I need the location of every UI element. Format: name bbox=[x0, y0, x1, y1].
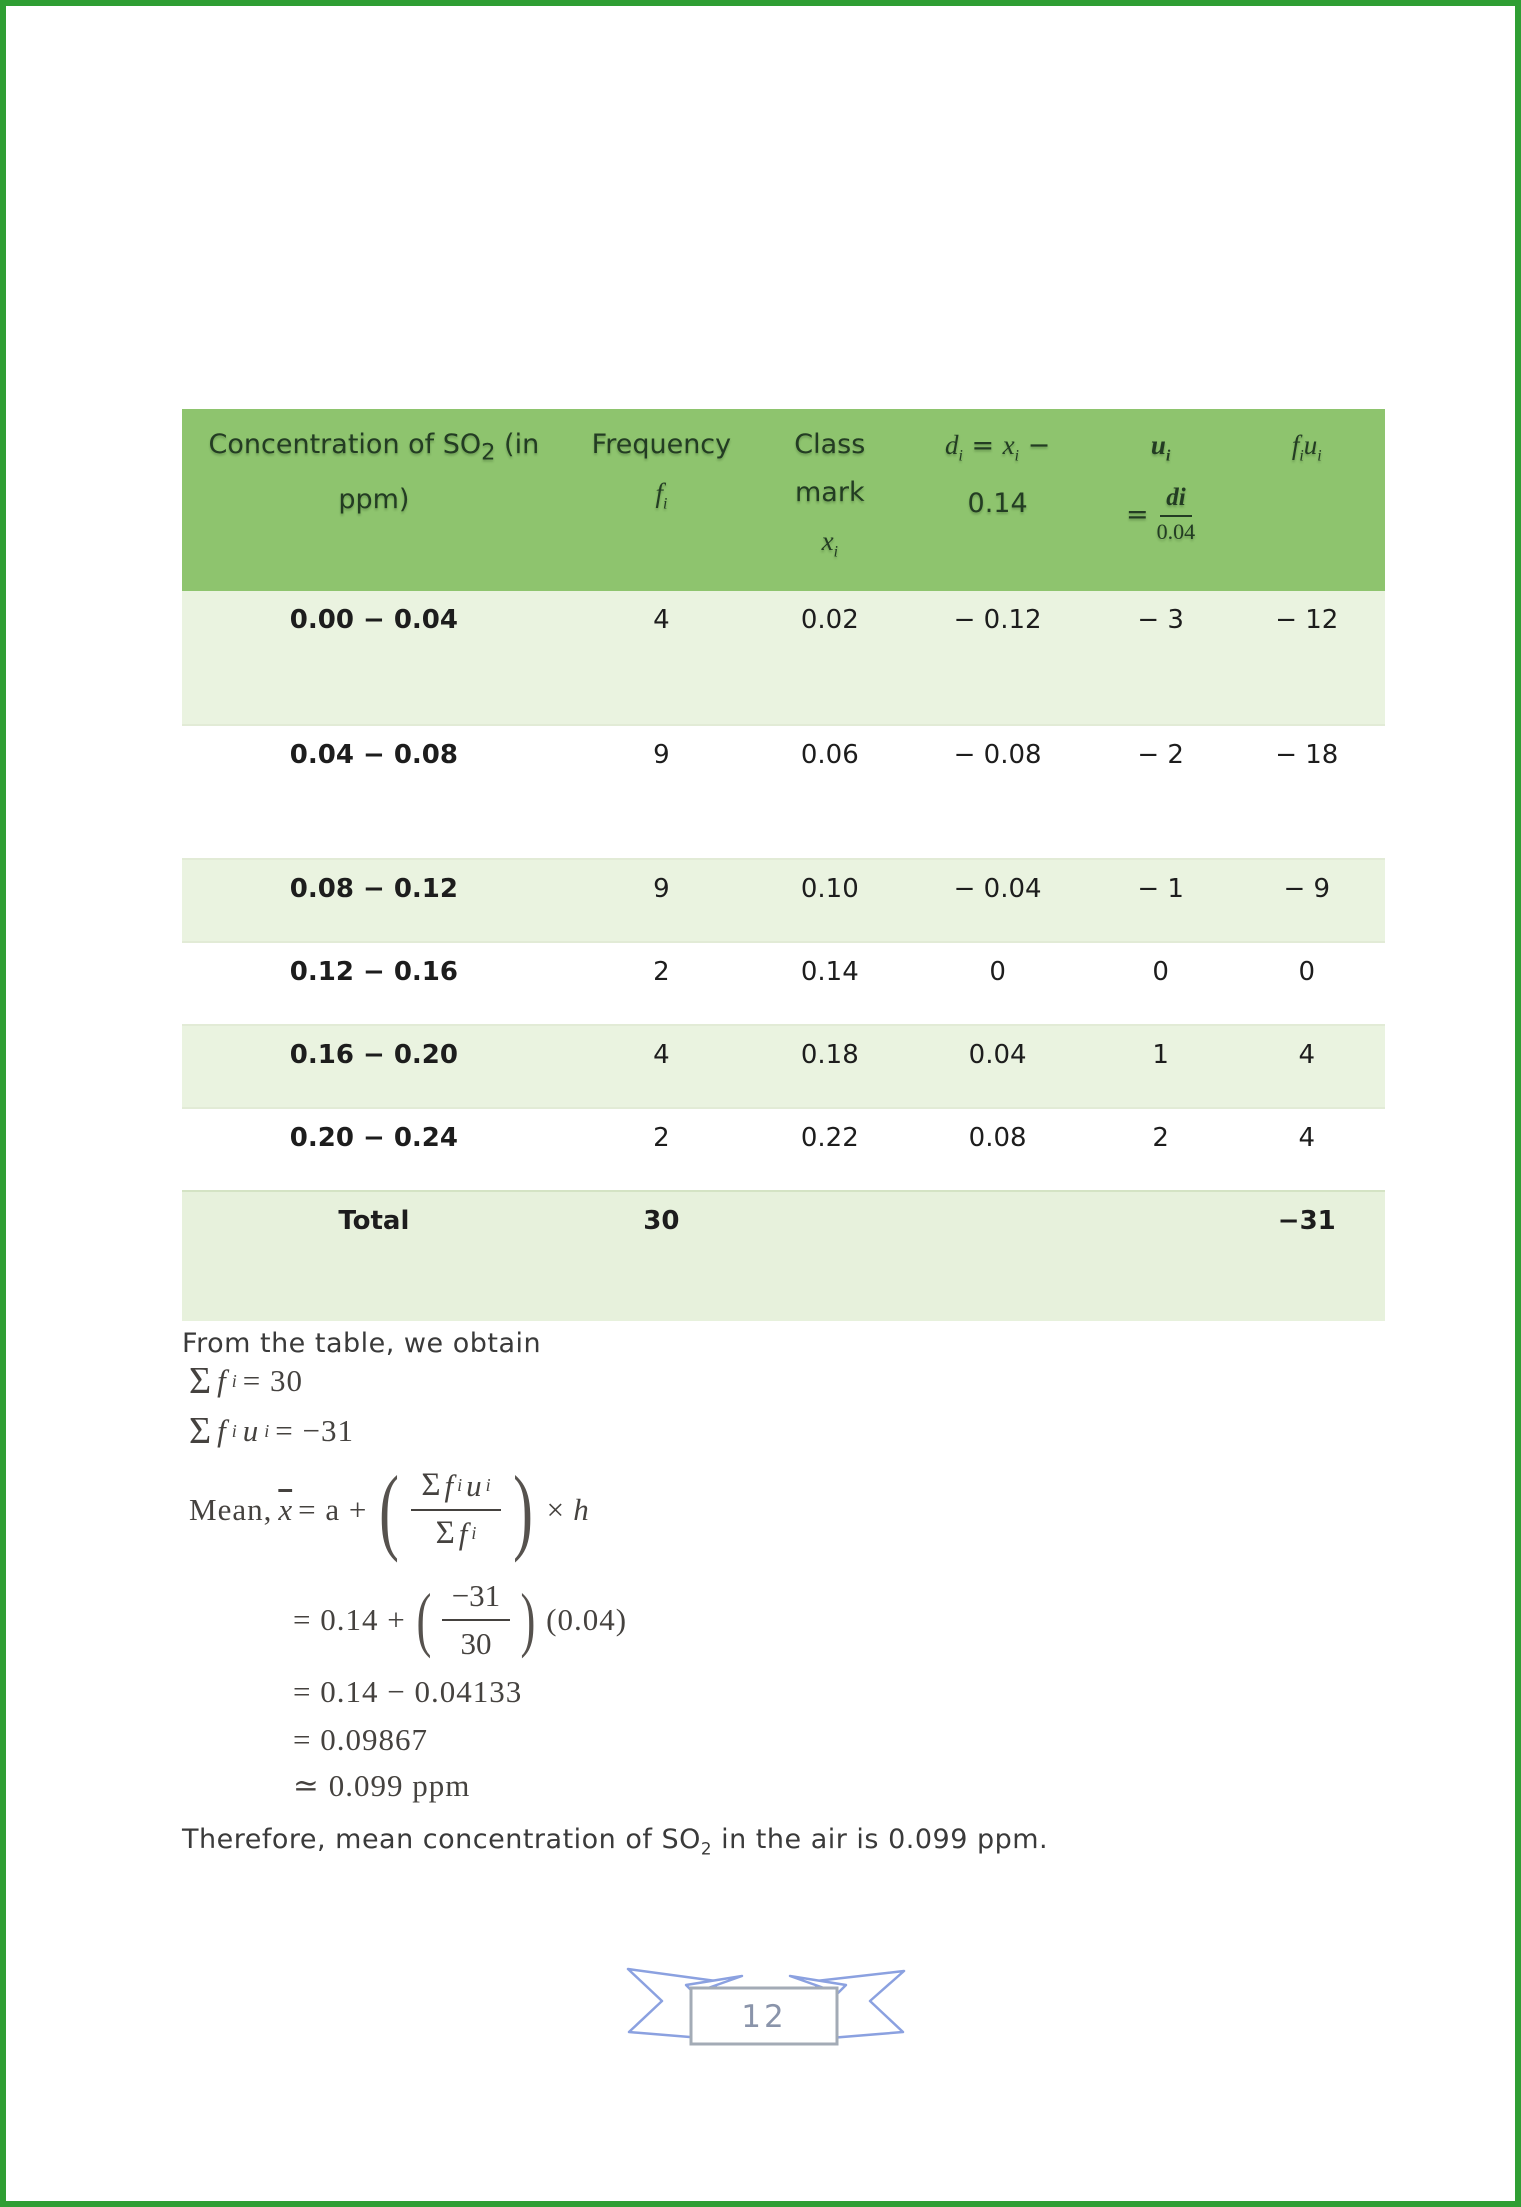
cell-class-mark: 0.22 bbox=[800, 1123, 859, 1153]
table-header-row bbox=[182, 409, 1385, 591]
cell-interval: 0.20 − 0.24 bbox=[289, 1123, 458, 1153]
cell-fiui: 4 bbox=[1298, 1123, 1316, 1153]
cell-ui: − 1 bbox=[1137, 874, 1184, 904]
step-2: = 0.14 − 0.04133 bbox=[293, 1674, 523, 1709]
table-row bbox=[182, 591, 1385, 724]
cell-ui: − 2 bbox=[1137, 740, 1184, 770]
cell-frequency: 4 bbox=[653, 605, 670, 635]
cell-ui: − 3 bbox=[1137, 605, 1184, 635]
header-di: $d_i = x_i$ − 0.14 bbox=[945, 430, 1051, 520]
cell-di: 0.08 bbox=[968, 1123, 1027, 1153]
cell-frequency: 4 bbox=[653, 1040, 670, 1070]
cell-interval: 0.00 − 0.04 bbox=[289, 605, 458, 635]
cell-class-mark: 0.06 bbox=[800, 740, 859, 770]
substitution-step: = 0.14 + ( $\frac{-31}{30}$ ) (0.04) bbox=[293, 1578, 628, 1661]
cell-frequency: 2 bbox=[653, 1123, 670, 1153]
cell-frequency: 9 bbox=[653, 874, 670, 904]
total-frequency: 30 bbox=[643, 1206, 680, 1236]
right-paren: ) bbox=[520, 1579, 536, 1660]
header-fiui: $f_iu_i$ bbox=[1291, 430, 1322, 465]
cell-frequency: 9 bbox=[653, 740, 670, 770]
cell-interval: 0.08 − 0.12 bbox=[289, 874, 458, 904]
page-number-ribbon bbox=[606, 1951, 926, 2061]
cell-fiui: − 12 bbox=[1275, 605, 1339, 635]
total-fiui: −31 bbox=[1277, 1206, 1336, 1236]
left-paren: ( bbox=[379, 1455, 400, 1563]
left-paren: ( bbox=[416, 1579, 432, 1660]
cell-fiui: − 9 bbox=[1283, 874, 1331, 904]
step-3: = 0.09867 bbox=[293, 1722, 428, 1757]
frequency-distribution-table bbox=[182, 409, 1385, 1321]
step-4: ≃ 0.099 ppm bbox=[293, 1768, 471, 1803]
cell-fiui: − 18 bbox=[1275, 740, 1339, 770]
total-label: Total bbox=[338, 1206, 410, 1236]
header-ui: $u_i$ = $\frac{di}{0.04}$ bbox=[1126, 430, 1196, 545]
table-row bbox=[182, 858, 1385, 941]
table-row bbox=[182, 941, 1385, 1024]
cell-ui: 2 bbox=[1152, 1123, 1169, 1153]
cell-di: 0.04 bbox=[968, 1040, 1027, 1070]
cell-interval: 0.12 − 0.16 bbox=[289, 957, 458, 987]
header-class-mark: Class mark $x_i$ bbox=[794, 429, 866, 561]
from-table-text: From the table, we obtain bbox=[182, 1328, 542, 1359]
cell-class-mark: 0.14 bbox=[800, 957, 859, 987]
mean-formula: Mean, $\overline{x}$ = a + ( Σ f i u i Σ f i ) × h bbox=[189, 1455, 589, 1563]
cell-frequency: 2 bbox=[653, 957, 670, 987]
cell-di: − 0.12 bbox=[953, 605, 1042, 635]
sum-fiui-equation: Σ f i u i = −31 bbox=[189, 1410, 354, 1452]
page-number: 12 bbox=[741, 1999, 787, 2035]
fraction: $\frac{-31}{30}$ bbox=[442, 1578, 510, 1661]
table-row bbox=[182, 1107, 1385, 1190]
cell-ui: 1 bbox=[1152, 1040, 1169, 1070]
cell-class-mark: 0.02 bbox=[800, 605, 859, 635]
cell-interval: 0.04 − 0.08 bbox=[289, 740, 458, 770]
cell-fiui: 4 bbox=[1298, 1040, 1316, 1070]
table-row bbox=[182, 1024, 1385, 1107]
cell-interval: 0.16 − 0.20 bbox=[289, 1040, 458, 1070]
cell-fiui: 0 bbox=[1298, 957, 1316, 987]
conclusion-text: Therefore, mean concentration of $SO_2$ in the air is 0.099 ppm. bbox=[182, 1824, 1049, 1859]
cell-class-mark: 0.18 bbox=[800, 1040, 859, 1070]
header-concentration: Concentration of $SO_2$ (in ppm) bbox=[208, 429, 540, 516]
cell-ui: 0 bbox=[1152, 957, 1169, 987]
header-frequency: Frequency $f_i$ bbox=[591, 429, 732, 513]
table-row bbox=[182, 724, 1385, 858]
cell-class-mark: 0.10 bbox=[800, 874, 859, 904]
fraction: Σ f i u i Σ f i bbox=[411, 1468, 500, 1551]
cell-di: 0 bbox=[989, 957, 1006, 987]
cell-di: − 0.08 bbox=[953, 740, 1042, 770]
right-paren: ) bbox=[512, 1455, 533, 1563]
table-total-row bbox=[182, 1190, 1385, 1321]
sum-fi-equation: Σ f i = 30 bbox=[189, 1360, 303, 1402]
cell-di: − 0.04 bbox=[953, 874, 1042, 904]
